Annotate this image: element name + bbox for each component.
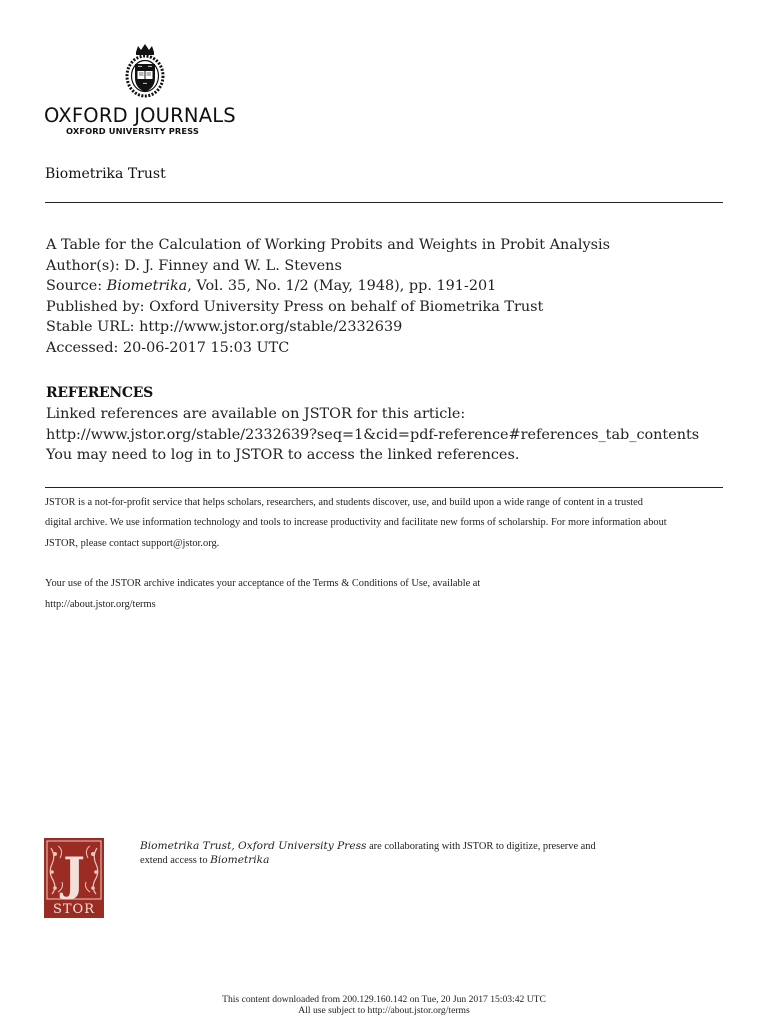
divider [45, 202, 723, 203]
svg-text:J: J [63, 847, 85, 901]
oxford-crest-icon [124, 42, 166, 100]
notice-text: digital archive. We use information technology and tools to increase productivity and facilitate new forms of scholarship. For more information about [45, 517, 667, 528]
accessed-date: Accessed: 20-06-2017 15:03 UTC [46, 340, 290, 356]
oxford-university-press-logo: OXFORD UNIVERSITY PRESS [66, 126, 199, 136]
references-heading: REFERENCES [46, 385, 153, 401]
source-line [46, 278, 496, 294]
authors: D. J. Finney and W. L. Stevens [124, 258, 342, 274]
source-details: , Vol. 35, No. 1/2 (May, 1948), pp. 191-201 [187, 278, 497, 294]
terms-footer: All use subject to http://about.jstor.org/terms [298, 1005, 470, 1016]
published-by: Published by: Oxford University Press on behalf of Biometrika Trust [46, 299, 544, 315]
notice-text: JSTOR is a not-for-profit service that helps scholars, researchers, and students discover, use, and build upon a wide range of content in a trusted [45, 497, 643, 508]
journal-name: Biometrika [210, 854, 270, 866]
collaborating-partners: Biometrika Trust, Oxford University Press [140, 840, 367, 852]
references-intro: Linked references are available on JSTOR for this article: [46, 406, 466, 422]
jstor-logo [44, 838, 104, 918]
references-link[interactable]: http://www.jstor.org/stable/2332639?seq=1&cid=pdf-reference#references_tab_contents [46, 427, 700, 443]
collaboration-statement: extend access to [140, 855, 211, 866]
publisher-name: Biometrika Trust [45, 166, 166, 182]
terms-text: Your use of the JSTOR archive indicates your acceptance of the Terms & Conditions of Use, available at [45, 578, 481, 589]
authors-label: Author(s): [46, 258, 125, 274]
oxford-journals-logo: OXFORD JOURNALS [44, 104, 236, 127]
authors-line [46, 258, 342, 274]
jstor-logo-text: STOR [52, 902, 96, 917]
terms-link[interactable]: http://about.jstor.org/terms [45, 599, 156, 610]
source-label: Source: [46, 278, 107, 294]
divider [45, 487, 723, 488]
references-login-note: You may need to log in to JSTOR to access the linked references. [46, 447, 520, 463]
collaboration-text [140, 854, 269, 866]
collaboration-statement: are collaborating with JSTOR to digitize, preserve and [366, 841, 596, 852]
source-journal: Biometrika [106, 278, 188, 294]
download-footer: This content downloaded from 200.129.160.142 on Tue, 20 Jun 2017 15:03:42 UTC [222, 994, 546, 1005]
article-title: A Table for the Calculation of Working Probits and Weights in Probit Analysis [46, 237, 610, 253]
stable-url-link[interactable]: Stable URL: http://www.jstor.org/stable/2332639 [46, 319, 403, 335]
collaboration-text [140, 840, 596, 852]
notice-text: JSTOR, please contact support@jstor.org. [45, 538, 220, 549]
